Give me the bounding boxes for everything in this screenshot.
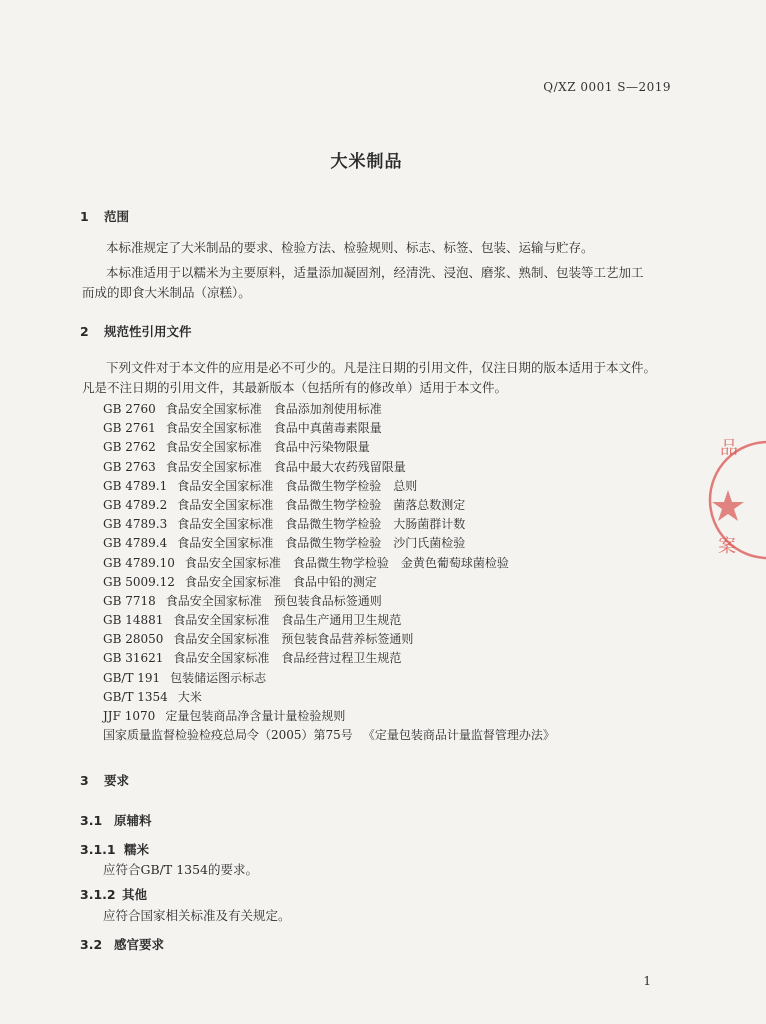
reference-item — [103, 707, 555, 726]
reference-title: 食品安全国家标准 食品中污染物限量 — [165, 440, 370, 455]
section-number: 3 — [80, 773, 89, 788]
reference-title: 食品安全国家标准 食品生产通用卫生规范 — [173, 613, 402, 628]
reference-item — [103, 515, 555, 534]
scope-paragraph-2-line-1: 本标准适用于以糯米为主要原料，适量添加凝固剂，经清洗、浸泡、磨浆、熟制、包装等工艺加工 — [106, 265, 644, 280]
reference-title: 大米 — [177, 689, 202, 704]
reference-title: 食品安全国家标准 食品微生物学检验 沙门氏菌检验 — [177, 536, 466, 551]
reference-code: GB 4789.10 — [103, 555, 175, 570]
stamp-text: 品 — [720, 438, 738, 459]
reference-title: 食品安全国家标准 食品中铅的测定 — [184, 574, 377, 589]
section-3-2-heading — [80, 935, 164, 953]
reference-item — [103, 726, 555, 745]
reference-code: GB 4789.2 — [103, 497, 168, 512]
section-1-heading — [80, 207, 129, 225]
page-number: 1 — [643, 974, 651, 988]
reference-title: 食品安全国家标准 食品微生物学检验 总则 — [177, 478, 418, 493]
section-title: 感官要求 — [114, 937, 165, 952]
reference-item — [103, 534, 555, 553]
reference-title: 食品安全国家标准 食品中真菌毒素限量 — [165, 421, 382, 436]
reference-title: 食品安全国家标准 食品添加剂使用标准 — [165, 402, 382, 416]
section-number: 3.1 — [80, 813, 103, 828]
page-title: 大米制品 — [330, 152, 403, 172]
reference-title: 食品安全国家标准 食品经营过程卫生规范 — [173, 651, 402, 666]
reference-title: 食品安全国家标准 食品微生物学检验 金黄色葡萄球菌检验 — [184, 555, 509, 570]
reference-list — [103, 400, 555, 745]
reference-item — [103, 554, 555, 573]
reference-title: 食品安全国家标准 食品微生物学检验 菌落总数测定 — [177, 497, 466, 512]
scope-paragraph-1: 本标准规定了大米制品的要求、检验方法、检验规则、标志、标签、包装、运输与贮存。 — [106, 240, 594, 255]
normative-paragraph-line-2: 凡是不注日期的引用文件，其最新版本（包括所有的修改单）适用于本文件。 — [82, 380, 508, 395]
section-number: 3.2 — [80, 937, 103, 952]
reference-item — [103, 649, 555, 668]
standard-code: Q/XZ 0001 S—2019 — [543, 80, 671, 94]
section-title: 其他 — [122, 887, 148, 902]
reference-item — [103, 438, 555, 457]
section-title: 规范性引用文件 — [104, 324, 192, 339]
reference-code: 国家质量监督检验检疫总局令（2005）第75号 — [103, 728, 353, 743]
glutinous-rice-requirement: 应符合GB/T 1354的要求。 — [103, 862, 259, 877]
section-title: 原辅料 — [114, 813, 152, 828]
reference-item — [103, 496, 555, 515]
section-title: 范围 — [104, 209, 130, 224]
reference-item — [103, 400, 555, 419]
section-number: 3.1.2 — [80, 887, 116, 902]
reference-code: GB 28050 — [103, 632, 164, 647]
reference-item — [103, 611, 555, 630]
reference-item — [103, 669, 555, 688]
reference-item — [103, 630, 555, 649]
reference-code: GB 4789.4 — [103, 536, 168, 551]
section-title: 要求 — [104, 773, 130, 788]
section-2-heading — [80, 322, 192, 340]
reference-code: GB 2761 — [103, 421, 156, 436]
normative-paragraph-line-1: 下列文件对于本文件的应用是必不可少的。凡是注日期的引用文件，仅注日期的版本适用于本文件。 — [106, 360, 657, 375]
reference-title: 食品安全国家标准 预包装食品营养标签通则 — [173, 632, 414, 647]
reference-title: 包装储运图示标志 — [170, 670, 267, 685]
reference-title: 食品安全国家标准 预包装食品标签通则 — [165, 593, 382, 608]
reference-code: GB 2763 — [103, 459, 156, 474]
reference-code: GB 2762 — [103, 440, 156, 455]
reference-title: 定量包装商品净含量计量检验规则 — [165, 709, 346, 723]
reference-code: GB 14881 — [103, 613, 164, 628]
reference-item — [103, 688, 555, 707]
scope-paragraph-2-line-2: 而成的即食大米制品（凉糕）。 — [82, 285, 251, 300]
reference-code: GB/T 191 — [103, 670, 161, 685]
section-title: 糯米 — [124, 842, 150, 857]
reference-code: GB 2760 — [103, 402, 156, 416]
reference-code: GB/T 1354 — [103, 689, 168, 704]
reference-code: JJF 1070 — [103, 709, 156, 723]
reference-item — [103, 477, 555, 496]
section-3-1-1-heading — [80, 840, 149, 858]
reference-item — [103, 419, 555, 438]
section-number: 2 — [80, 324, 89, 339]
section-number: 1 — [80, 209, 89, 224]
section-number: 3.1.1 — [80, 842, 116, 857]
reference-item — [103, 458, 555, 477]
section-3-1-heading — [80, 811, 152, 829]
reference-code: GB 5009.12 — [103, 574, 175, 589]
red-seal-stamp — [706, 420, 766, 580]
reference-code: GB 4789.1 — [103, 478, 168, 493]
reference-code: GB 7718 — [103, 593, 156, 608]
reference-code: GB 31621 — [103, 651, 164, 666]
stamp-text: 案 — [718, 536, 736, 557]
section-3-heading — [80, 771, 129, 789]
reference-title: 食品安全国家标准 食品微生物学检验 大肠菌群计数 — [177, 517, 466, 532]
reference-title: 食品安全国家标准 食品中最大农药残留限量 — [165, 459, 406, 474]
section-3-1-2-heading — [80, 885, 147, 903]
reference-title: 《定量包装商品计量监督管理办法》 — [362, 728, 555, 743]
reference-item — [103, 573, 555, 592]
reference-item — [103, 592, 555, 611]
reference-code: GB 4789.3 — [103, 517, 168, 532]
other-materials-requirement: 应符合国家相关标准及有关规定。 — [103, 908, 291, 923]
